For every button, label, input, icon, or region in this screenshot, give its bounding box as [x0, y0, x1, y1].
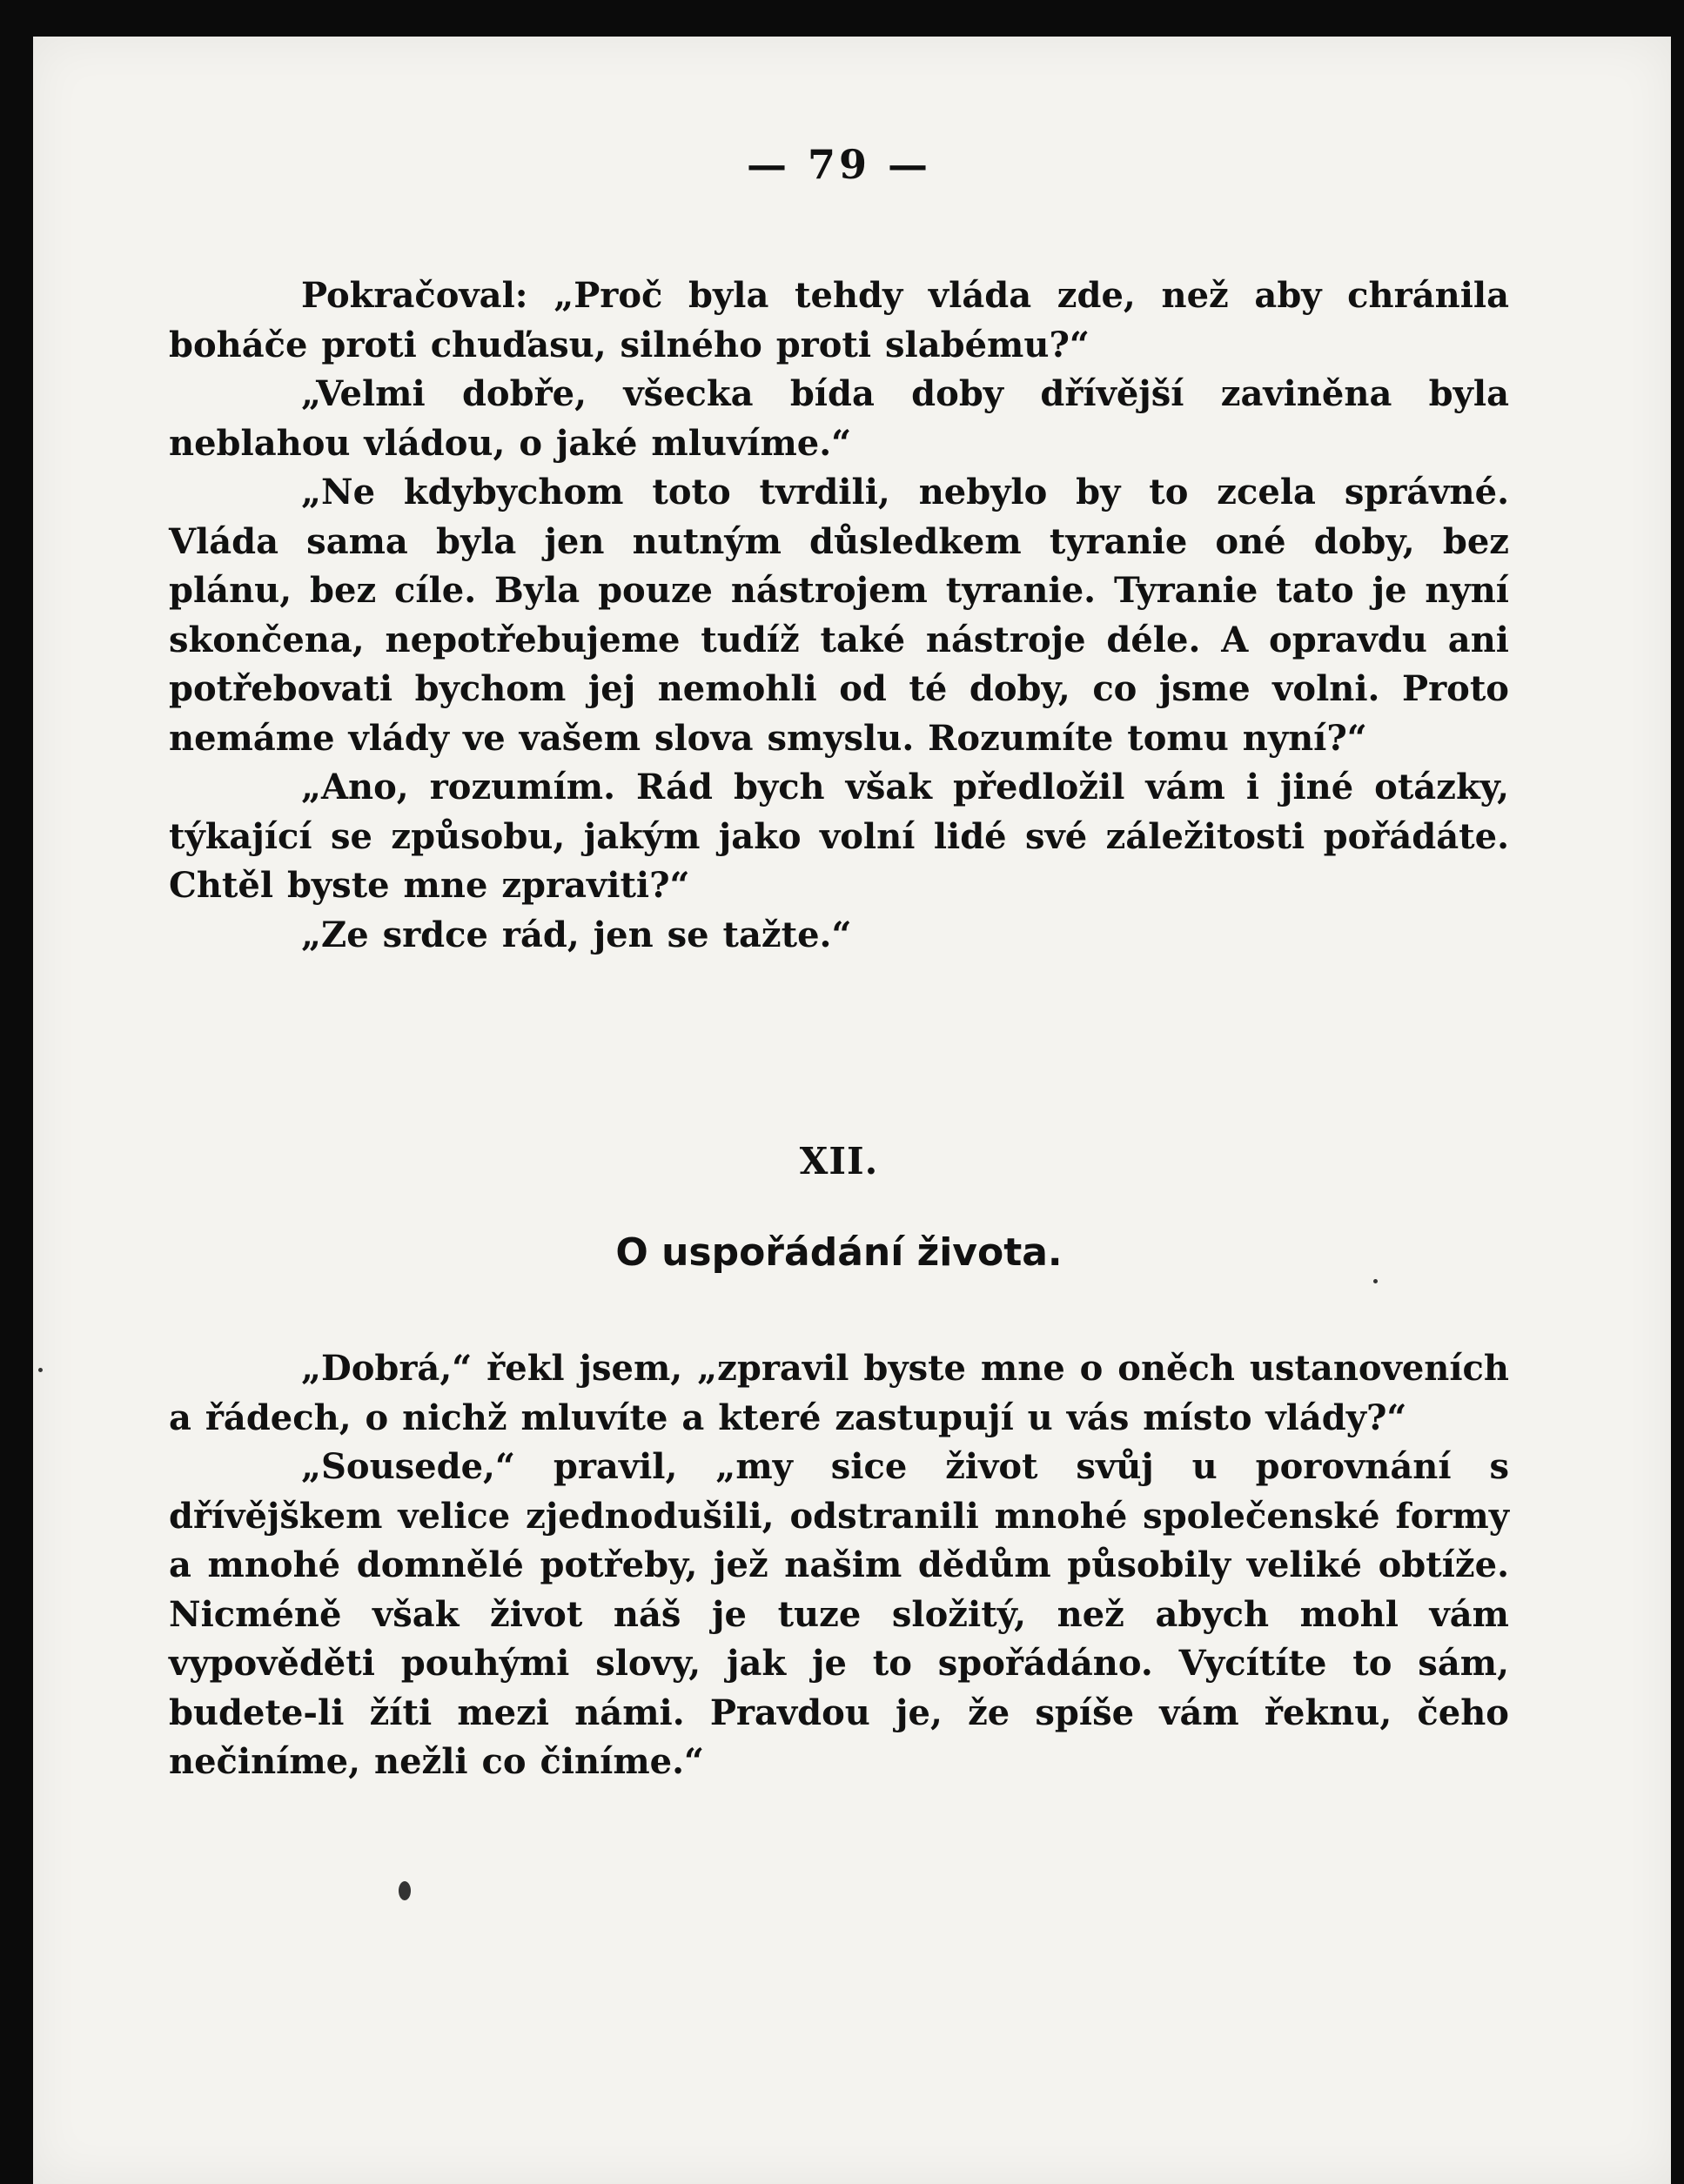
paragraph: Pokračoval: „Proč byla tehdy vláda zde, než aby chránila boháče proti chuďasu, silného proti slabému?“	[169, 275, 1509, 365]
ink-speck	[1373, 1279, 1378, 1283]
paragraph: „Sousede,“ pravil, „my sice život svůj u porovnání s dřívějškem velice zjednodušili, odstranili mnohé společenské formy a mnohé domnělé potřeby, jež našim dědům působily veliké obtíže. Nicméně však život náš je tuze složitý, než abych mohl vám vypověděti pouhými slovy, jak je to spořádáno. Vycítíte to sám, budete-li žíti mezi námi. Pravdou je, že spíše vám řeknu, čeho nečiníme, nežli co činíme.“	[169, 1446, 1509, 1782]
text-block-after-chapter	[169, 1344, 1509, 1787]
paragraph: „Velmi dobře, všecka bída doby dřívější zaviněna byla neblahou vládou, o jaké mluvíme.“	[169, 373, 1509, 464]
text-block-before-chapter	[169, 271, 1509, 960]
ink-blot	[399, 1881, 411, 1900]
book-page	[33, 37, 1671, 2184]
paragraph: „Dobrá,“ řekl jsem, „zpravil byste mne o oněch ustanoveních a řádech, o nichž mluvíte a které zastupují u vás místo vlády?“	[169, 1348, 1509, 1438]
chapter-title: O uspořádání života.	[615, 1230, 1063, 1275]
paragraph: „Ze srdce rád, jen se tažte.“	[301, 914, 852, 955]
ink-speck	[38, 1368, 43, 1372]
paragraph: „Ne kdybychom toto tvrdili, nebylo by to zcela správné. Vláda sama byla jen nutným důsledkem tyranie oné doby, bez plánu, bez cíle. Byla pouze nástrojem tyranie. Tyranie tato je nyní skončena, nepotřebujeme tudíž také nástroje déle. A opravdu ani potřebovati bychom jej nemohli od té doby, co jsme volni. Proto nemáme vlády ve vašem slova smyslu. Rozumíte tomu nyní?“	[169, 472, 1509, 759]
chapter-number: XII.	[799, 1140, 879, 1182]
page-number: — 79 —	[746, 141, 932, 188]
paragraph: „Ano, rozumím. Rád bych však předložil vám i jiné otázky, týkající se způsobu, jakým jako volní lidé své záležitosti pořádáte. Chtěl byste mne zpraviti?“	[169, 767, 1509, 906]
